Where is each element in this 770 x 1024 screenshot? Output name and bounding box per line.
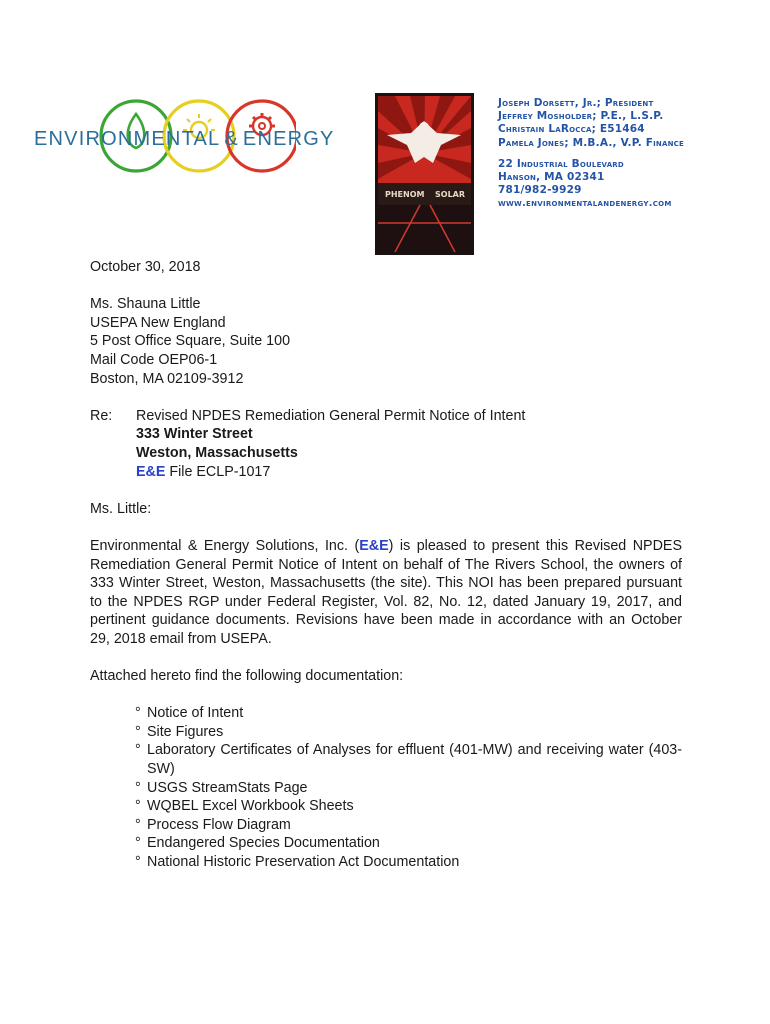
address-line: Hanson, MA 02341 [498,171,605,184]
para1-pre: Environmental & Energy Solutions, Inc. ( [90,537,360,554]
re-street: 333 Winter Street [136,426,253,443]
contact-line: Christain LaRocca; E51464 [498,123,645,136]
list-item: ° Process Flow Diagram [135,816,291,833]
spacer [90,277,682,296]
spacer [90,518,682,537]
list-item: ° WQBEL Excel Workbook Sheets [135,798,354,815]
list-item: ° Endangered Species Documentation [135,835,380,852]
re-city: Weston, Massachusetts [136,444,298,461]
bullet-degree-icon: ° [135,779,141,796]
attachments-list [90,704,682,871]
address-line: 22 Industrial Boulevard [498,157,624,170]
list-item: ° Laboratory Certificates of Analyses for effluent (401-MW) and receiving water (403-SW) [135,742,682,778]
contact-line: Pamela Jones; M.B.A., V.P. Finance [498,136,684,149]
spacer [90,648,682,667]
list-item: ° Notice of Intent [135,705,244,722]
bullet-degree-icon: ° [135,723,141,740]
logo-wordmark [34,128,335,151]
website-link[interactable]: www.environmentalandenergy.com [498,198,672,210]
contact-line: Joseph Dorsett, Jr.; President [498,97,654,109]
bullet-degree-icon: ° [135,835,141,852]
bullet-degree-icon: ° [135,705,141,722]
list-item: ° USGS StreamStats Page [135,779,308,796]
recipient-line: 5 Post Office Square, Suite 100 [90,333,291,350]
intro-paragraph [90,537,682,649]
recipient-line: Mail Code OEP06-1 [90,351,218,368]
poster-word-phenom: PHENOM [385,190,425,199]
bullet-degree-icon: ° [135,816,141,833]
re-block [90,407,682,481]
ee-abbrev: E&E [136,463,166,480]
attached-intro: Attached hereto find the following documentation: [90,668,404,685]
bullet-degree-icon: ° [135,854,141,870]
recipient-line: Ms. Shauna Little [90,296,201,313]
contact-line: Jeffrey Mosholder; P.E., L.S.P. [498,110,664,123]
bullet-degree-icon: ° [135,798,141,815]
list-item: ° Site Figures [135,723,224,740]
spacer [90,481,682,500]
ee-abbrev: E&E [359,537,389,554]
phenom-solar-poster [375,93,474,255]
letter-body [90,258,682,872]
phone-line: 781/982-9929 [498,184,582,197]
recipient-block [90,295,682,388]
contact-spacer [498,150,758,158]
recipient-line: Boston, MA 02109-3912 [90,370,244,387]
company-logo [34,92,354,182]
poster-word-solar: SOLAR [435,190,466,199]
salutation: Ms. Little: [90,500,152,517]
logo-word-amp: & [224,128,239,150]
logo-word-environmental: ENVIRONMENTAL [34,128,221,150]
list-item: ° National Historic Preservation Act Documentation [135,854,460,870]
letterhead-contact-block [498,97,758,211]
para1-post: ) is pleased to present this Revised NPDES Remediation General Permit Notice of Intent on behalf of The Rivers School, the owners of 333 Winter Street, Weston, Massachusetts (the site). This NOI has been prepared pursuant to the NPDES RGP under Federal Register, Vol. 82, No. 12, dated January 19, 2017, and pertinent guidance documents. Revisions have been made in accordance with an October 29, 2018 email from USEPA. [90,537,682,647]
logo-word-energy: ENERGY [242,128,335,150]
re-file-number: File ECLP-1017 [165,463,271,480]
bullet-degree-icon: ° [135,742,141,759]
re-file-line [136,463,682,482]
letter-date: October 30, 2018 [90,259,201,275]
re-subject: Revised NPDES Remediation General Permit Notice of Intent [136,407,526,424]
re-label: Re: [90,407,113,424]
poster-graphic [375,93,474,255]
spacer [90,388,682,407]
recipient-line: USEPA New England [90,314,226,331]
spacer [90,686,682,705]
